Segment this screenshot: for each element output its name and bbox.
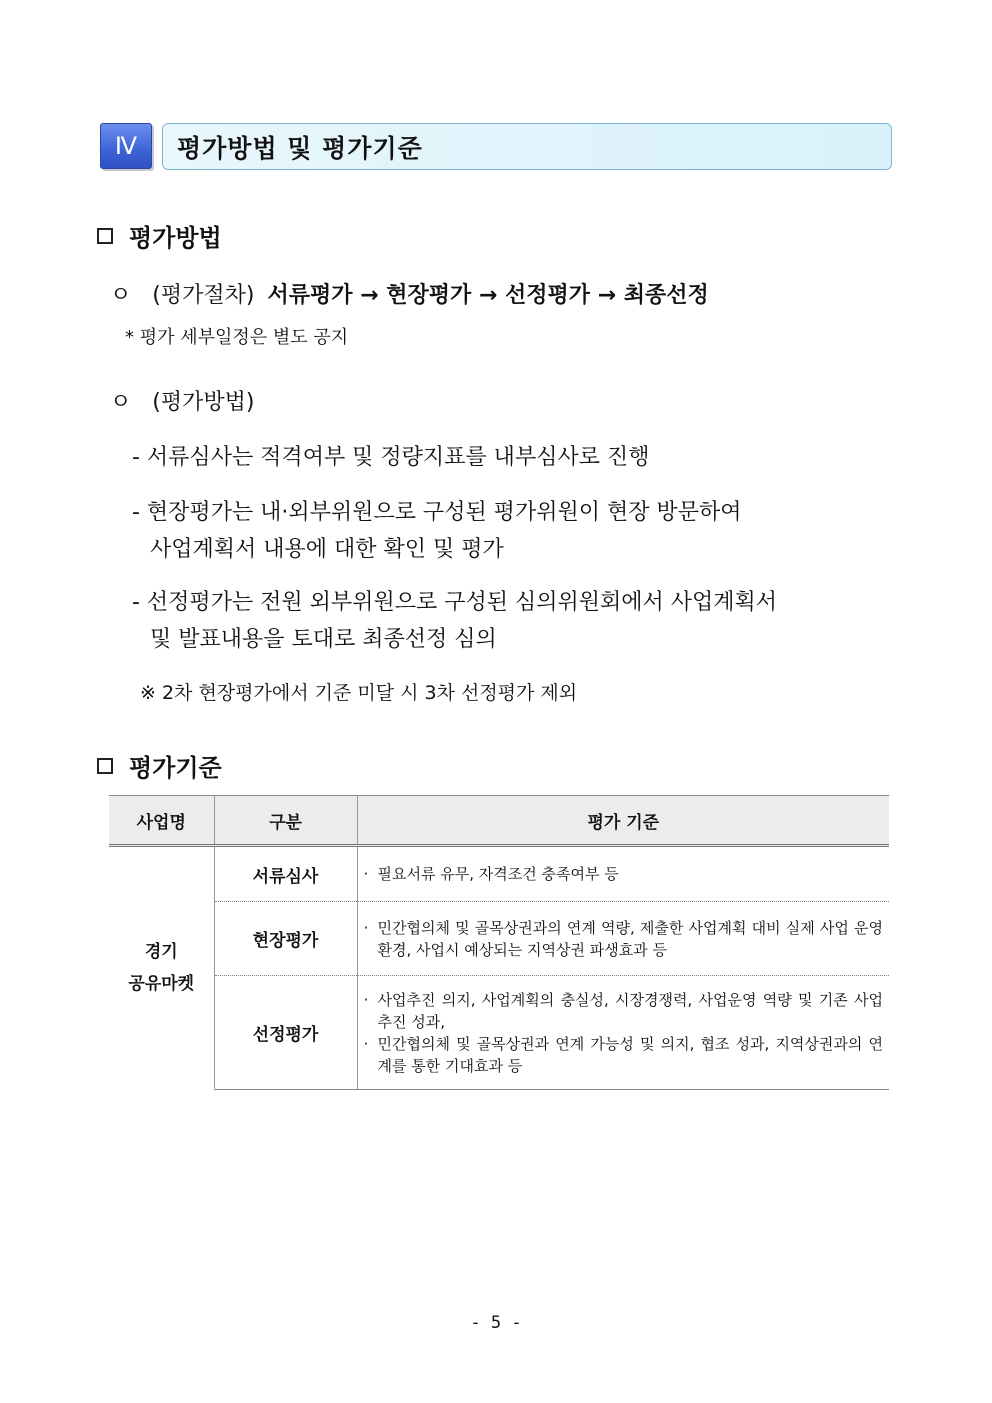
table-row [109,902,889,976]
detail-site-eval-line2: 사업계획서 내용에 대한 확인 및 평가 [150,537,504,562]
procedure-steps: 서류평가 → 현장평가 → 선정평가 → 최종선정 [267,283,709,308]
criteria-cell [357,902,889,976]
criteria-item: · 민간협의체 및 골목상권과의 연계 역량, 제출한 사업계획 대비 실제 사업 운영 환경, 사업시 예상되는 지역상권 파생효과 등 [363,918,883,959]
page-number: - 5 - [470,1313,522,1333]
procedure-line [110,278,709,309]
header-criteria: 평가 기준 [357,796,889,846]
procedure-bullet: ㅇ [110,283,132,308]
criteria-table [109,795,889,1090]
checkbox-square-icon [97,758,113,774]
detail-site-eval-line1: - 현장평가는 내·외부위원으로 구성된 평가위원이 현장 방문하여 [132,500,742,525]
table-header-row [109,796,889,846]
detail-selection-eval-line2: 및 발표내용을 토대로 최종선정 심의 [150,627,497,652]
section-title: 평가방법 및 평가기준 [162,123,892,170]
table-row [109,976,889,1090]
method-item-line [110,385,254,416]
criteria-item: · 민간협의체 및 골목상권과 연계 가능성 및 의지, 협조 성과, 지역상권과의 연계를 통한 기대효과 등 [363,1034,883,1075]
category-cell: 현장평가 [214,902,357,976]
criteria-heading-text: 평가기준 [129,754,222,782]
method-heading [97,218,222,253]
business-name-line1: 경기 [144,942,178,963]
category-cell: 선정평가 [214,976,357,1090]
criteria-cell [357,846,889,902]
criteria-cell [357,976,889,1090]
business-name-cell [109,846,214,1090]
detail-selection-eval-line1: - 선정평가는 전원 외부위원으로 구성된 심의위원회에서 사업계획서 [132,590,777,615]
header-business: 사업명 [109,796,214,846]
procedure-note: * 평가 세부일정은 별도 공지 [125,327,349,348]
table-row [109,846,889,902]
checkbox-square-icon [97,228,113,244]
detail-document-review: - 서류심사는 적격여부 및 정량지표를 내부심사로 진행 [132,445,650,470]
criteria-heading [97,748,222,783]
category-cell: 서류심사 [214,846,357,902]
section-number: Ⅳ [100,123,152,169]
criteria-item: · 사업추진 의지, 사업계획의 충실성, 시장경쟁력, 사업운영 역량 및 기존 사업 추진 성과, [363,990,883,1031]
criteria-item: · 필요서류 유무, 자격조건 충족여부 등 [363,865,619,883]
method-item-label: (평가방법) [152,390,255,415]
header-category: 구분 [214,796,357,846]
procedure-label: (평가절차) [152,283,255,308]
reference-note: ※ 2차 현장평가에서 기준 미달 시 3차 선정평가 제외 [140,682,578,704]
method-heading-text: 평가방법 [129,224,222,252]
business-name-line2: 공유마켓 [128,974,195,995]
method-item-bullet: ㅇ [110,390,132,415]
